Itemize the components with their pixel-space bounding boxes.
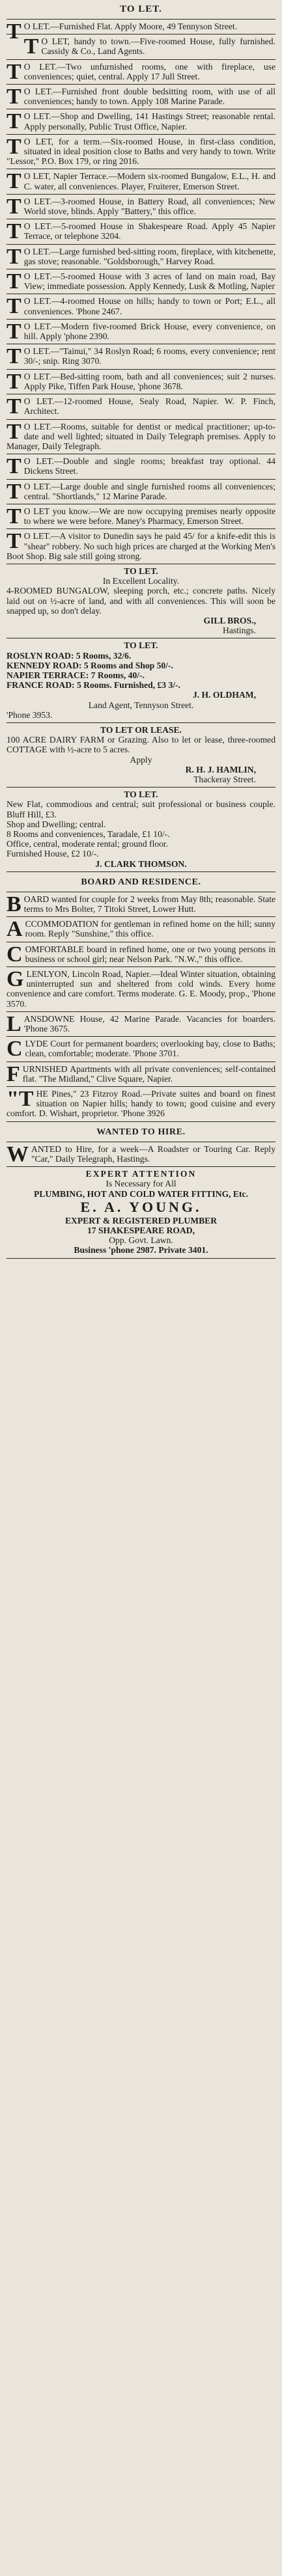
thomson-signature: J. CLARK THOMSON.: [95, 858, 187, 869]
gill-heading: TO LET.: [124, 566, 158, 576]
young-l7: Opp. Govt. Lawn.: [109, 1235, 173, 1246]
wanted-ads: [7, 1142, 275, 1167]
gill-sub: In Excellent Locality.: [102, 576, 180, 586]
board-ad: ACCOMMODATION for gentleman in refined home on the hill; sunny room. Reply "Sunshine," this office.: [7, 917, 275, 942]
thomson-line: Office, central, moderate rental; ground floor.: [7, 839, 169, 849]
to-let-ad: TO LET.—3-roomed House, in Battery Road, all conveniences; New World stove, blinds. Apply "Battery," this office.: [7, 194, 275, 219]
board-ad: BOARD wanted for couple for 2 weeks from May 8th; reasonable. State terms to Mrs Bolter, 7 Titoki Street, Lower Hutt.: [7, 892, 275, 916]
thomson-ad: [7, 788, 275, 872]
to-let-ad: TO LET.—12-roomed House, Sealy Road, Napier. W. P. Finch, Architect.: [7, 394, 275, 419]
to-let-ad: TO LET.—A visitor to Dunedin says he paid 45/ for a knife-edit this is "shear" robbery. No such high prices are charged at the Working Men's Boot Shop. Big sale still going strong.: [7, 529, 275, 564]
young-ad: [7, 1167, 275, 1258]
board-ad: FURNISHED Apartments with all private conveniences; self-contained flat. "The Midland," Clive Square, Napier.: [7, 1062, 275, 1086]
young-l6: 17 SHAKESPEARE ROAD,: [87, 1225, 195, 1235]
oldham-line: ROSLYN ROAD: 5 Rooms, 32/6.: [7, 650, 132, 661]
hamlin-apply: Apply: [130, 754, 152, 765]
oldham-phone: 'Phone 3953.: [7, 709, 53, 720]
thomson-line: New Flat, commodious and central; suit professional or business couple. Bluff Hill, £3.: [7, 799, 275, 819]
gill-signature: GILL BROS.,: [203, 615, 256, 625]
oldham-sig-line: Land Agent, Tennyson Street.: [88, 700, 194, 710]
gill-body: 4-ROOMED BUNGALOW, sleeping porch, etc.; concrete paths. Nicely laid out on ½-acre of land, and with all conveniences. This will soon be snapped up, so don't delay.: [7, 586, 275, 616]
board-ad: COMFORTABLE board in refined home, one or two young persons in business or school girl; near Nelson Park. "N.W.," this office.: [7, 942, 275, 966]
to-let-ad: TO LET.—Bed-sitting room, bath and all conveniences; suit 2 nurses. Apply Pike, Tiffen Park House, 'phone 3678.: [7, 369, 275, 394]
to-let-ad: TO LET.—4-roomed House on hills; handy to town or Port; E.L., all conveniences. 'Phone 2467.: [7, 294, 275, 319]
thomson-line: Shop and Dwelling; central.: [7, 819, 106, 829]
oldham-line: FRANCE ROAD: 5 Rooms. Furnished, £3 3/-.: [7, 680, 180, 691]
to-let-ad: TO LET you know.—We are now occupying premises nearly opposite to where we were before. Maney's Pharmacy, Emerson Street.: [7, 504, 275, 528]
gill-ad: [7, 564, 275, 638]
to-let-ad: TO LET.—Rooms, suitable for dentist or medical practitioner; up-to-date and well lighted; situated in Daily Telegraph premises. Apply to Manager, Daily Telegraph.: [7, 420, 275, 455]
to-let-ad: TO LET.—5-roomed House with 3 acres of land on main road, Bay View; immediate possession. Apply Kennedy, Lusk & Motling, Napier: [7, 269, 275, 294]
oldham-line: NAPIER TERRACE: 7 Rooms, 40/-.: [7, 670, 145, 680]
hamlin-heading: TO LET OR LEASE.: [100, 724, 182, 735]
to-let-ad: TO LET.—Shop and Dwelling, 141 Hastings Street; reasonable rental. Apply personally, Public Trust Office, Napier.: [7, 109, 275, 134]
to-let-ad: TO LET.—Large furnished bed-sitting room, fireplace, with kitchenette, gas stove; reasonable. "Goldsborough," Harvey Road.: [7, 244, 275, 269]
to-let-ad: TO LET, Napier Terrace.—Modern six-roomed Bungalow, E.L., H. and C. water, all conveniences. Player, Fruiterer, Emerson Street.: [7, 169, 275, 194]
thomson-line: 8 Rooms and conveniences, Taradale, £1 10/-.: [7, 829, 170, 840]
to-let-ad: TO LET.—Furnished Flat. Apply Moore, 49 Tennyson Street.: [7, 20, 275, 34]
section-heading-to-let: TO LET.: [120, 4, 162, 14]
oldham-heading: TO LET.: [124, 640, 158, 651]
to-let-ad: TO LET.—Furnished front double bedsitting room, with use of all conveniences; handy to town. Apply 108 Marine Parade.: [7, 85, 275, 109]
board-ad: "THE Pines," 23 Fitzroy Road.—Private suites and board on finest situation on Napier hills; handy to town; good cuisine and every comfort. D. Wishart, proprietor. 'Phone 3926: [7, 1087, 275, 1122]
board-ad: LANSDOWNE House, 42 Marine Parade. Vacancies for boarders. 'Phone 3675.: [7, 1011, 275, 1036]
board-ads: [7, 892, 275, 1122]
to-let-ad: TO LET, handy to town.—Five-roomed House, fully furnished. Cassidy & Co., Land Agents.: [7, 34, 275, 59]
wanted-ad: WANTED to Hire, for a week—A Roadster or Touring Car. Reply "Car," Daily Telegraph, Hastings.: [7, 1142, 275, 1166]
to-let-ad: TO LET.—Double and single rooms; breakfast tray optional. 44 Dickens Street.: [7, 454, 275, 479]
to-let-ad: TO LET, for a term.—Six-roomed House, in first-class condition, situated in ideal position close to Baths and very handy to town. Write "Lessor," P.O. Box 179, or ring 2016.: [7, 135, 275, 170]
young-l1: EXPERT ATTENTION: [85, 1169, 197, 1179]
to-let-ad: TO LET.—Modern five-roomed Brick House, every convenience, on hill. Apply 'phone 2390.: [7, 319, 275, 344]
young-l8: Business 'phone 2987. Private 3401.: [74, 1245, 208, 1255]
thomson-line: Furnished House, £2 10/-.: [7, 849, 99, 859]
classifieds-column: [7, 0, 275, 1259]
hamlin-body: 100 ACRE DAIRY FARM or Grazing. Also to let or lease, three-roomed COTTAGE with ½-acre to 5 acres.: [7, 735, 275, 755]
to-let-ad: TO LET.—"Tainui," 34 Roslyn Road; 6 rooms, every convenience; rent 30/-; snip. Ring 3070.: [7, 344, 275, 369]
young-l5: EXPERT & REGISTERED PLUMBER: [64, 1215, 218, 1226]
to-let-ad: TO LET.—Two unfurnished rooms, one with fireplace, use conveniences; quiet, central. Apply 17 Jull Street.: [7, 59, 275, 84]
section-heading-wanted: WANTED TO HIRE.: [7, 1122, 275, 1142]
oldham-line: KENNEDY ROAD: 5 Rooms and Shop 50/-.: [7, 660, 173, 670]
oldham-signature: J. H. OLDHAM,: [192, 690, 256, 700]
hamlin-signature: R. H. J. HAMLIN,: [185, 764, 256, 774]
young-l2: Is Necessary for All: [106, 1179, 176, 1189]
board-ad: CLYDE Court for permanent boarders; overlooking bay, close to Baths; clean, comfortable; moderate. 'Phone 3701.: [7, 1037, 275, 1062]
to-let-ad: TO LET.—5-roomed House in Shakespeare Road. Apply 45 Napier Terrace, or telephone 3204.: [7, 219, 275, 244]
to-let-ads: [7, 20, 275, 564]
oldham-ad: [7, 638, 275, 723]
hamlin-ad: [7, 723, 275, 788]
gill-place: Hastings.: [223, 625, 256, 636]
young-l3: PLUMBING, HOT AND COLD WATER FITTING, Etc.: [34, 1188, 248, 1199]
hamlin-place: Thackeray Street.: [193, 774, 256, 784]
thomson-heading: TO LET.: [124, 789, 158, 800]
young-name: E. A. YOUNG.: [80, 1198, 202, 1215]
section-heading-board: BOARD AND RESIDENCE.: [7, 872, 275, 892]
to-let-ad: TO LET.—Large double and single furnished rooms all conveniences; central. "Shortlands," 12 Marine Parade.: [7, 479, 275, 504]
board-ad: GLENLYON, Lincoln Road, Napier.—Ideal Winter situation, obtaining uninterrupted sun and sheltered from cold winds. Every home convenience and care comfort. Terms moderate. G. E. Moody, prop., 'Phone 3570.: [7, 967, 275, 1012]
